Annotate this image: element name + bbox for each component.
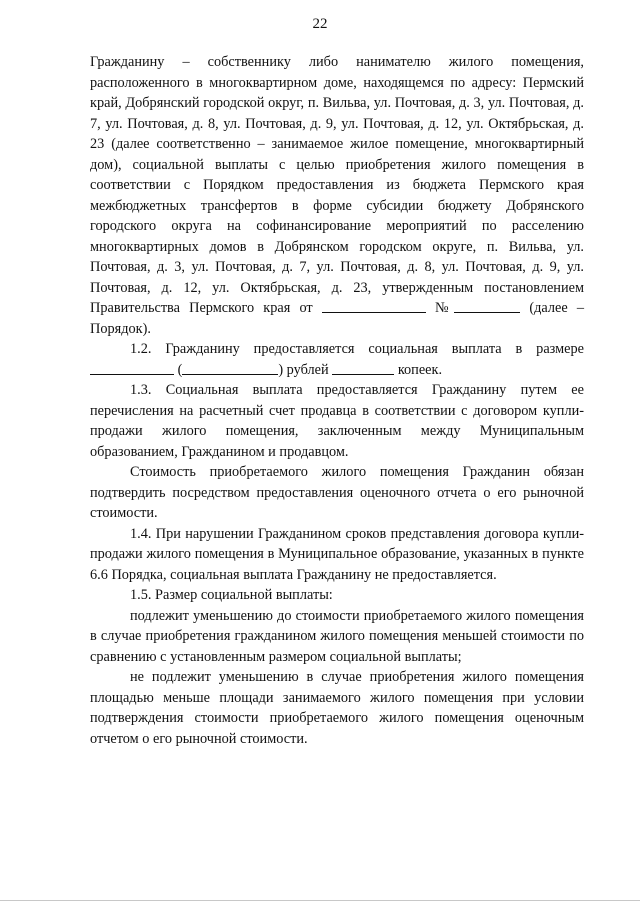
page-edge-line <box>0 900 640 901</box>
amount-words-blank <box>182 360 278 375</box>
kopecks-blank <box>332 360 394 375</box>
paragraph-1-3: 1.3. Социальная выплата предоставляется Гражданину путем ее перечисления на расчетный счет продавца в соответствии с договором купли-продажи жилого помещения, заключенным между Муниципальным образованием, Гражданином и продавцом. <box>90 382 584 460</box>
number-blank <box>454 298 520 313</box>
paragraph-1-4: 1.4. При нарушении Гражданином сроков представления договора купли-продажи жилого помещения в Муниципальное образование, указанных в пункте 6.6 Порядка, социальная выплата Гражданину не предоставляется. <box>90 525 584 583</box>
paragraph-1-5: 1.5. Размер социальной выплаты: <box>130 587 333 603</box>
paragraph-citizen-tail: (далее – Порядок). <box>90 300 584 337</box>
page-number: 22 <box>312 16 328 32</box>
paragraph-cost: Стоимость приобретаемого жилого помещения Гражданин обязан подтвердить посредством предоставления оценочного отчета о его рыночной стоимости. <box>90 464 584 521</box>
kopecks-label: копеек. <box>397 361 443 378</box>
date-blank <box>322 298 426 313</box>
number-sign: № <box>434 300 455 316</box>
paragraph-reduce: подлежит уменьшению до стоимости приобретаемого жилого помещения в случае приобретения гражданином жилого помещения меньшей стоимости по сравнению с установленным размером социальной выплаты; <box>90 607 584 665</box>
paragraph-citizen-address <box>90 52 584 339</box>
paragraph-1-2 <box>90 339 584 380</box>
open-paren: ( <box>177 361 183 378</box>
paragraph-no-reduce: не подлежит уменьшению в случае приобретения жилого помещения площадью меньше площади занимаемого жилого помещения при условии подтверждения стоимости приобретаемого жилого помещения оценочным отчетом о его рыночной стоимости. <box>90 669 584 747</box>
paragraph-1-2-text: 1.2. Гражданину предоставляется социальная выплата в размере <box>130 341 584 357</box>
rubles-label: ) рублей <box>278 361 329 378</box>
paragraph-citizen-text: Гражданину – собственнику либо нанимателю жилого помещения, расположенного в многоквартирном доме, находящемся по адресу: Пермский край, Добрянский городской округ, п. Вильва, ул. Почтовая, д. 3, ул. Почтовая, д. 7, ул. Почтовая, д. 8, ул. Почтовая, д. 9, ул. Почтовая, д. 12, ул. Октябрьская, д. 23 (далее соответственно – занимаемое жилое помещение, многоквартирный дом), социальной выплаты с целью приобретения жилого помещения в соответствии с Порядком предоставления из бюджета Пермского края межбюджетных трансфертов в форме субсидии бюджету Добрянского городского округа на софинансирование мероприятий по расселению многоквартирных домов в Добрянском городском округе, п. Вильва, ул. Почтовая, д. 3, ул. Почтовая, д. 7, ул. Почтовая, д. 8, ул. Почтовая, д. 9, ул. Почтовая, д. 12, ул. Октябрьская, д. 23, утвержденным постановлением Правительства Пермского края от <box>90 54 584 316</box>
document-body <box>90 52 584 749</box>
amount-digits-blank <box>90 360 174 375</box>
